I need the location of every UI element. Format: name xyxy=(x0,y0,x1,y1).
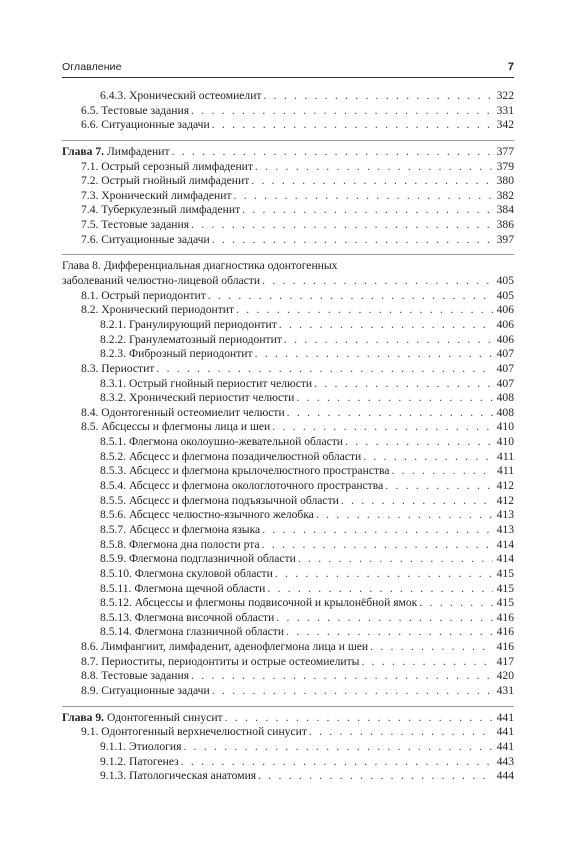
chapter-label: Глава 8. xyxy=(62,259,101,273)
toc-entry-title: 9.1.3. Патологическая анатомия xyxy=(100,769,257,783)
toc-entry-title: 8.5.8. Флегмона дна полости рта xyxy=(100,537,260,551)
toc-entry[interactable] xyxy=(62,640,514,655)
toc-entry[interactable] xyxy=(62,669,514,684)
toc-entry-page: 405 xyxy=(496,274,514,288)
toc-entry-page: 441 xyxy=(496,739,514,753)
chapter-title: Дифференциальная диагностика одонтогенных xyxy=(103,259,338,273)
toc-entry-title: 7.4. Туберкулезный лимфаденит xyxy=(81,203,241,217)
toc-entry-page: 342 xyxy=(496,118,514,132)
toc-entry-title: 8.2.2. Гранулематозный периодонтит xyxy=(100,332,282,346)
toc-entry[interactable] xyxy=(62,362,514,377)
toc-entry-title: 7.6. Ситуационные задачи xyxy=(81,232,210,246)
toc-entry[interactable] xyxy=(62,318,514,333)
toc-entry[interactable] xyxy=(62,740,514,755)
toc-chapter-entry[interactable] xyxy=(62,274,514,289)
toc-chapter-entry[interactable] xyxy=(62,711,514,726)
toc-entry-title: 8.5.6. Абсцесс челюстно-язычного желобка xyxy=(100,508,314,522)
toc-entry[interactable] xyxy=(62,174,514,189)
dot-leader xyxy=(263,89,493,104)
dot-leader xyxy=(284,333,493,348)
dot-leader xyxy=(172,145,493,160)
dot-leader xyxy=(275,567,493,582)
toc-entry-page: 412 xyxy=(496,479,514,493)
toc-entry-page: 414 xyxy=(496,552,514,566)
dot-leader xyxy=(316,508,493,523)
toc-entry-title: 8.5.2. Абсцесс и флегмона позадичелюстной области xyxy=(100,449,362,463)
toc-group-chapter-6-continued xyxy=(62,89,514,133)
dot-leader xyxy=(370,640,493,655)
toc-entry[interactable] xyxy=(62,303,514,318)
toc-entry[interactable] xyxy=(62,655,514,670)
toc-entry-page: 411 xyxy=(497,449,514,463)
toc-entry-title: 7.3. Хронический лимфаденит xyxy=(81,188,232,202)
toc-entry-page: 331 xyxy=(496,103,514,117)
dot-leader xyxy=(361,655,493,670)
toc-entry[interactable] xyxy=(62,464,514,479)
toc-entry[interactable] xyxy=(62,104,514,119)
chapter-label: Глава 7. xyxy=(62,144,105,158)
toc-entry-title: 8.5.4. Абсцесс и флегмона окологлоточного пространства xyxy=(100,479,384,493)
toc-entry[interactable] xyxy=(62,552,514,567)
toc-entry[interactable] xyxy=(62,596,514,611)
dot-leader xyxy=(279,318,493,333)
toc-entry-page: 416 xyxy=(496,640,514,654)
dot-leader xyxy=(286,625,493,640)
toc-chapter-heading-line[interactable] xyxy=(62,259,514,274)
toc-entry-page: 411 xyxy=(497,464,514,478)
toc-entry-page: 408 xyxy=(496,391,514,405)
dot-leader xyxy=(156,362,493,377)
toc-entry-title: 6.4.3. Хронический остеомиелит xyxy=(100,89,262,102)
toc-entry[interactable] xyxy=(62,494,514,509)
toc-entry[interactable] xyxy=(62,538,514,553)
toc-entry-page: 406 xyxy=(496,317,514,331)
toc-entry-page: 407 xyxy=(496,361,514,375)
toc-entry-title: 8.4. Одонтогенный остеомиелит челюсти xyxy=(81,405,285,419)
toc-entry-title: 8.5.9. Флегмона подглазничной области xyxy=(100,552,296,566)
toc-entry-title: 7.2. Острый гнойный лимфаденит xyxy=(81,174,250,188)
toc-entry-title: 8.9. Ситуационные задачи xyxy=(81,683,210,697)
toc-entry[interactable] xyxy=(62,391,514,406)
toc-entry-title: 6.5. Тестовые задания xyxy=(81,103,190,117)
toc-entry-page: 414 xyxy=(496,537,514,551)
toc-entry-title: 8.3.1. Острый гнойный периостит челюсти xyxy=(100,376,313,390)
toc-entry-page: 416 xyxy=(496,625,514,639)
toc-entry-page: 405 xyxy=(496,288,514,302)
dot-leader xyxy=(272,420,493,435)
toc-entry-page: 386 xyxy=(496,218,514,232)
toc-entry-page: 415 xyxy=(496,596,514,610)
toc-entry-title: 8.5.5. Абсцесс и флегмона подъязычной области xyxy=(100,493,339,507)
toc-entry-title: 6.6. Ситуационные задачи xyxy=(81,118,210,132)
dot-leader xyxy=(419,596,493,611)
toc-entry-page: 412 xyxy=(496,493,514,507)
dot-leader xyxy=(242,203,493,218)
dot-leader xyxy=(258,769,493,784)
chapter-label: Глава 9. xyxy=(62,710,105,724)
toc-entry-page: 406 xyxy=(496,332,514,346)
toc-entry-title: 7.5. Тестовые задания xyxy=(81,218,190,232)
toc-entry-title: 8.5.10. Флегмона скуловой области xyxy=(100,566,273,580)
chapter-title: Одонтогенный синусит xyxy=(106,710,223,724)
toc-entry-title: 8.1. Острый периодонтит xyxy=(81,288,206,302)
toc-entry[interactable] xyxy=(62,435,514,450)
toc-entry-title: 8.5.12. Абсцессы и флегмоны подвисочной и крылонёбной ямок xyxy=(100,596,418,610)
toc-entry-title: 8.2.3. Фиброзный периодонтит xyxy=(100,347,253,361)
toc-entry[interactable] xyxy=(62,118,514,133)
dot-leader xyxy=(345,435,493,450)
toc-entry-page: 379 xyxy=(496,159,514,173)
dot-leader xyxy=(287,406,493,421)
toc-entry[interactable] xyxy=(62,420,514,435)
toc-entry-page: 441 xyxy=(496,725,514,739)
toc-chapter-entry[interactable] xyxy=(62,145,514,160)
toc-entry[interactable] xyxy=(62,160,514,175)
toc-entry[interactable] xyxy=(62,769,514,784)
toc-group-chapter-8 xyxy=(62,254,514,698)
toc-entry-title: 8.5.14. Флегмона глазничной области xyxy=(100,625,285,639)
toc-entry[interactable] xyxy=(62,233,514,248)
dot-leader xyxy=(212,233,493,248)
toc-entry[interactable] xyxy=(62,611,514,626)
toc-entry-title: 8.3.2. Хронический периостит челюсти xyxy=(100,391,295,405)
toc-entry[interactable] xyxy=(62,684,514,699)
toc-entry[interactable] xyxy=(62,289,514,304)
toc-entry-title: 9.1. Одонтогенный верхнечелюстной синусит xyxy=(81,725,307,739)
toc-entry-page: 408 xyxy=(496,405,514,419)
toc-entry-title: 8.6. Лимфангиит, лимфаденит, аденофлегмона лица и шеи xyxy=(81,640,369,654)
toc-entry[interactable] xyxy=(62,406,514,421)
toc-entry[interactable] xyxy=(62,508,514,523)
dot-leader xyxy=(183,740,493,755)
toc-entry-title: 8.5.11. Флегмона щечной области xyxy=(100,581,266,595)
toc-entry[interactable] xyxy=(62,523,514,538)
toc-entry-title: 8.5.13. Флегмона височной области xyxy=(100,610,275,624)
toc-entry-page: 382 xyxy=(496,188,514,202)
toc-entry-page: 431 xyxy=(496,683,514,697)
toc-entry-page: 443 xyxy=(496,754,514,768)
toc-entry-title: 8.5.1. Флегмона околоушно-жевательной области xyxy=(100,435,344,449)
toc-entry[interactable] xyxy=(62,377,514,392)
toc-entry[interactable] xyxy=(62,203,514,218)
toc-group-chapter-9 xyxy=(62,706,514,784)
toc-entry-title: 8.5.7. Абсцесс и флегмона языка xyxy=(100,522,261,536)
toc-entry-title: 8.3. Периостит xyxy=(81,361,155,375)
toc-entry[interactable] xyxy=(62,218,514,233)
toc-entry-title: 7.1. Острый серозный лимфаденит xyxy=(81,159,253,173)
toc-entry-page: 444 xyxy=(496,769,514,783)
toc-entry-page: 417 xyxy=(496,654,514,668)
dot-leader xyxy=(251,174,493,189)
toc-entry[interactable] xyxy=(62,625,514,640)
chapter-title: Лимфаденит xyxy=(106,144,170,158)
dot-leader xyxy=(363,450,493,465)
toc-entry[interactable] xyxy=(62,89,514,104)
page-number: 7 xyxy=(507,61,514,73)
running-header-title: Оглавление xyxy=(62,61,122,73)
toc-entry-title: 9.1.2. Патогенез xyxy=(100,754,179,768)
toc-entry[interactable] xyxy=(62,189,514,204)
toc-entry-title: 8.8. Тестовые задания xyxy=(81,669,190,683)
dot-leader xyxy=(296,391,493,406)
dot-leader xyxy=(341,494,493,509)
running-header xyxy=(62,61,514,77)
toc-entry[interactable] xyxy=(62,479,514,494)
toc-entry[interactable] xyxy=(62,347,514,362)
dot-leader xyxy=(262,523,493,538)
toc-entry-page: 415 xyxy=(496,566,514,580)
toc-entry-title: 8.5. Абсцессы и флегмоны лица и шеи xyxy=(81,420,271,434)
toc-entry-page: 406 xyxy=(496,303,514,317)
toc-entry-page: 410 xyxy=(496,420,514,434)
toc-entry-page: 420 xyxy=(496,669,514,683)
toc-entry-page: 413 xyxy=(496,522,514,536)
toc-entry-page: 441 xyxy=(496,710,514,724)
toc-entry-page: 377 xyxy=(496,144,514,158)
toc-chapter-heading xyxy=(62,711,223,726)
dot-leader xyxy=(255,160,493,175)
toc-entry[interactable] xyxy=(62,582,514,597)
dot-leader xyxy=(314,377,493,392)
dot-leader xyxy=(391,464,493,479)
toc-entry-title: 8.2. Хронический периодонтит xyxy=(81,303,235,317)
dot-leader xyxy=(181,755,493,770)
toc-entry-title: 8.5.3. Абсцесс и флегмона крылочелюстного пространства xyxy=(100,464,390,478)
toc-entry-page: 322 xyxy=(496,89,514,102)
header-rule xyxy=(62,77,514,78)
dot-leader xyxy=(191,669,493,684)
toc-entry-page: 416 xyxy=(496,610,514,624)
toc-entry-title: 9.1.1. Этиология xyxy=(100,739,182,753)
toc-entry[interactable] xyxy=(62,567,514,582)
toc-entry-page: 407 xyxy=(496,376,514,390)
dot-leader xyxy=(262,538,493,553)
toc-entry[interactable] xyxy=(62,755,514,770)
toc-entry[interactable] xyxy=(62,333,514,348)
chapter-title-continued: заболеваний челюстно-лицевой области xyxy=(62,274,261,288)
dot-leader xyxy=(298,552,493,567)
toc-entry-page: 413 xyxy=(496,508,514,522)
toc-entry-title: 8.7. Периоститы, периодонтиты и острые остеомиелиты xyxy=(81,654,360,668)
dot-leader xyxy=(309,725,493,740)
toc-entry-page: 384 xyxy=(496,203,514,217)
dot-leader xyxy=(267,582,493,597)
dot-leader xyxy=(234,189,493,204)
dot-leader xyxy=(276,611,493,626)
dot-leader xyxy=(262,274,493,289)
dot-leader xyxy=(212,118,493,133)
table-of-contents xyxy=(62,89,514,791)
toc-chapter-heading xyxy=(62,145,170,160)
toc-entry-title: 8.2.1. Гранулирующий периодонтит xyxy=(100,317,277,331)
toc-entry-page: 415 xyxy=(496,581,514,595)
dot-leader xyxy=(225,711,493,726)
toc-entry-page: 410 xyxy=(496,435,514,449)
dot-leader xyxy=(212,684,493,699)
dot-leader xyxy=(255,347,493,362)
dot-leader xyxy=(385,479,493,494)
toc-entry-page: 407 xyxy=(496,347,514,361)
dot-leader xyxy=(208,289,493,304)
toc-entry[interactable] xyxy=(62,725,514,740)
toc-entry-page: 380 xyxy=(496,174,514,188)
toc-entry-page: 397 xyxy=(496,232,514,246)
dot-leader xyxy=(236,303,493,318)
toc-group-chapter-7 xyxy=(62,140,514,247)
dot-leader xyxy=(191,104,493,119)
toc-entry[interactable] xyxy=(62,450,514,465)
dot-leader xyxy=(191,218,493,233)
